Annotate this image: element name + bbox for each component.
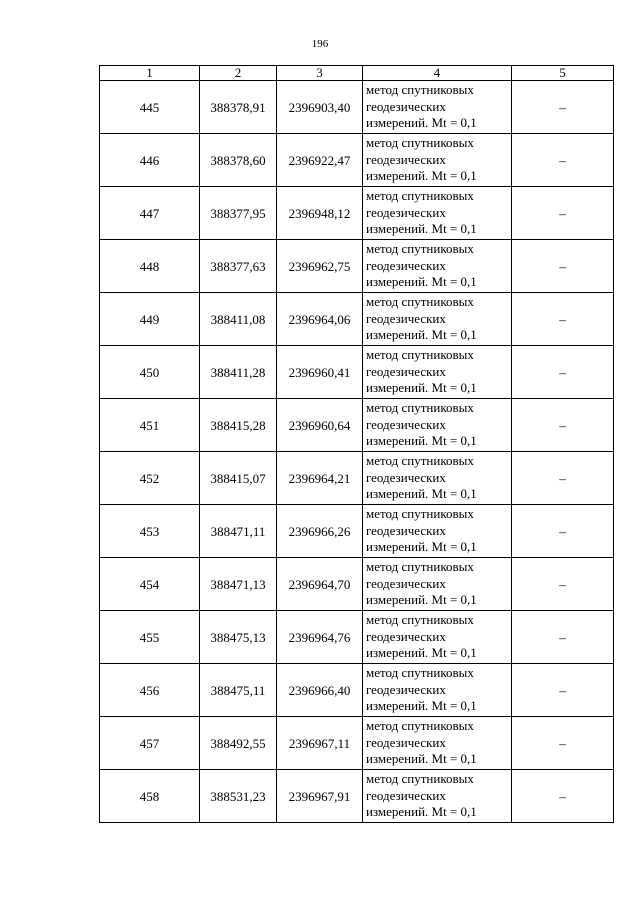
column-header-4: 4 — [363, 66, 512, 81]
method-line: метод спутниковых — [366, 294, 474, 310]
note-cell: – — [512, 770, 614, 823]
note-cell: – — [512, 240, 614, 293]
point-number-cell: 447 — [100, 187, 200, 240]
method-line: метод спутниковых — [366, 453, 474, 469]
method-line: метод спутниковых — [366, 559, 474, 575]
note-cell: – — [512, 134, 614, 187]
method-cell — [363, 664, 512, 717]
method-cell — [363, 558, 512, 611]
table-row — [100, 717, 614, 770]
y-coordinate-cell: 2396964,76 — [277, 611, 363, 664]
point-number-cell: 453 — [100, 505, 200, 558]
method-line: измерений. Mt = 0,1 — [366, 380, 477, 396]
x-coordinate-cell: 388475,13 — [200, 611, 277, 664]
table-row — [100, 664, 614, 717]
y-coordinate-cell: 2396962,75 — [277, 240, 363, 293]
method-line: геодезических — [366, 734, 446, 750]
table-body — [100, 81, 614, 823]
table-row — [100, 293, 614, 346]
method-line: геодезических — [366, 469, 446, 485]
coordinates-table — [99, 65, 614, 823]
method-line: метод спутниковых — [366, 400, 474, 416]
point-number-cell: 457 — [100, 717, 200, 770]
x-coordinate-cell: 388471,11 — [200, 505, 277, 558]
note-cell: – — [512, 664, 614, 717]
method-line: геодезических — [366, 575, 446, 591]
x-coordinate-cell: 388415,28 — [200, 399, 277, 452]
method-line: метод спутниковых — [366, 665, 474, 681]
page-number: 196 — [311, 38, 329, 50]
table-row — [100, 399, 614, 452]
method-line: измерений. Mt = 0,1 — [366, 751, 477, 767]
method-cell — [363, 611, 512, 664]
note-cell: – — [512, 187, 614, 240]
table-header — [100, 66, 614, 81]
method-line: метод спутниковых — [366, 612, 474, 628]
method-cell — [363, 505, 512, 558]
method-line: измерений. Mt = 0,1 — [366, 592, 477, 608]
method-line: метод спутниковых — [366, 771, 474, 787]
point-number-cell: 445 — [100, 81, 200, 134]
y-coordinate-cell: 2396964,21 — [277, 452, 363, 505]
table-row — [100, 452, 614, 505]
method-line: геодезических — [366, 257, 446, 273]
note-cell: – — [512, 505, 614, 558]
method-line: геодезических — [366, 416, 446, 432]
method-line: измерений. Mt = 0,1 — [366, 327, 477, 343]
column-header-3: 3 — [277, 66, 363, 81]
method-cell — [363, 717, 512, 770]
table-row — [100, 558, 614, 611]
x-coordinate-cell: 388378,91 — [200, 81, 277, 134]
y-coordinate-cell: 2396922,47 — [277, 134, 363, 187]
method-cell — [363, 770, 512, 823]
method-line: метод спутниковых — [366, 347, 474, 363]
y-coordinate-cell: 2396960,41 — [277, 346, 363, 399]
table-row — [100, 770, 614, 823]
note-cell: – — [512, 346, 614, 399]
point-number-cell: 454 — [100, 558, 200, 611]
x-coordinate-cell: 388411,08 — [200, 293, 277, 346]
method-line: геодезических — [366, 363, 446, 379]
method-cell — [363, 187, 512, 240]
method-cell — [363, 293, 512, 346]
x-coordinate-cell: 388492,55 — [200, 717, 277, 770]
point-number-cell: 456 — [100, 664, 200, 717]
x-coordinate-cell: 388471,13 — [200, 558, 277, 611]
method-line: измерений. Mt = 0,1 — [366, 539, 477, 555]
method-line: геодезических — [366, 522, 446, 538]
column-header-2: 2 — [200, 66, 277, 81]
point-number-cell: 450 — [100, 346, 200, 399]
note-cell: – — [512, 558, 614, 611]
note-cell: – — [512, 293, 614, 346]
method-line: метод спутниковых — [366, 241, 474, 257]
x-coordinate-cell: 388531,23 — [200, 770, 277, 823]
table-row — [100, 346, 614, 399]
method-line: метод спутниковых — [366, 188, 474, 204]
method-line: измерений. Mt = 0,1 — [366, 274, 477, 290]
method-line: измерений. Mt = 0,1 — [366, 486, 477, 502]
y-coordinate-cell: 2396964,06 — [277, 293, 363, 346]
y-coordinate-cell: 2396966,26 — [277, 505, 363, 558]
method-cell — [363, 346, 512, 399]
point-number-cell: 455 — [100, 611, 200, 664]
table-row — [100, 505, 614, 558]
method-line: геодезических — [366, 787, 446, 803]
method-line: измерений. Mt = 0,1 — [366, 645, 477, 661]
table-row — [100, 187, 614, 240]
method-line: метод спутниковых — [366, 506, 474, 522]
header-row — [100, 66, 614, 81]
method-line: измерений. Mt = 0,1 — [366, 115, 477, 131]
note-cell: – — [512, 717, 614, 770]
point-number-cell: 452 — [100, 452, 200, 505]
y-coordinate-cell: 2396966,40 — [277, 664, 363, 717]
method-line: метод спутниковых — [366, 135, 474, 151]
method-line: метод спутниковых — [366, 82, 474, 98]
method-line: измерений. Mt = 0,1 — [366, 433, 477, 449]
method-line: геодезических — [366, 204, 446, 220]
method-line: геодезических — [366, 151, 446, 167]
y-coordinate-cell: 2396967,91 — [277, 770, 363, 823]
method-line: геодезических — [366, 310, 446, 326]
x-coordinate-cell: 388377,63 — [200, 240, 277, 293]
column-header-5: 5 — [512, 66, 614, 81]
note-cell: – — [512, 452, 614, 505]
column-header-1: 1 — [100, 66, 200, 81]
x-coordinate-cell: 388377,95 — [200, 187, 277, 240]
point-number-cell: 458 — [100, 770, 200, 823]
y-coordinate-cell: 2396960,64 — [277, 399, 363, 452]
method-cell — [363, 81, 512, 134]
method-cell — [363, 452, 512, 505]
method-line: геодезических — [366, 681, 446, 697]
point-number-cell: 449 — [100, 293, 200, 346]
note-cell: – — [512, 611, 614, 664]
y-coordinate-cell: 2396948,12 — [277, 187, 363, 240]
table-row — [100, 81, 614, 134]
note-cell: – — [512, 399, 614, 452]
note-cell: – — [512, 81, 614, 134]
method-line: измерений. Mt = 0,1 — [366, 698, 477, 714]
point-number-cell: 446 — [100, 134, 200, 187]
point-number-cell: 451 — [100, 399, 200, 452]
y-coordinate-cell: 2396964,70 — [277, 558, 363, 611]
x-coordinate-cell: 388475,11 — [200, 664, 277, 717]
x-coordinate-cell: 388378,60 — [200, 134, 277, 187]
x-coordinate-cell: 388411,28 — [200, 346, 277, 399]
table-row — [100, 240, 614, 293]
y-coordinate-cell: 2396903,40 — [277, 81, 363, 134]
point-number-cell: 448 — [100, 240, 200, 293]
method-line: геодезических — [366, 98, 446, 114]
method-line: метод спутниковых — [366, 718, 474, 734]
method-line: измерений. Mt = 0,1 — [366, 804, 477, 820]
method-cell — [363, 240, 512, 293]
method-cell — [363, 399, 512, 452]
method-line: измерений. Mt = 0,1 — [366, 168, 477, 184]
table-row — [100, 134, 614, 187]
method-line: измерений. Mt = 0,1 — [366, 221, 477, 237]
x-coordinate-cell: 388415,07 — [200, 452, 277, 505]
method-cell — [363, 134, 512, 187]
table-row — [100, 611, 614, 664]
method-line: геодезических — [366, 628, 446, 644]
y-coordinate-cell: 2396967,11 — [277, 717, 363, 770]
